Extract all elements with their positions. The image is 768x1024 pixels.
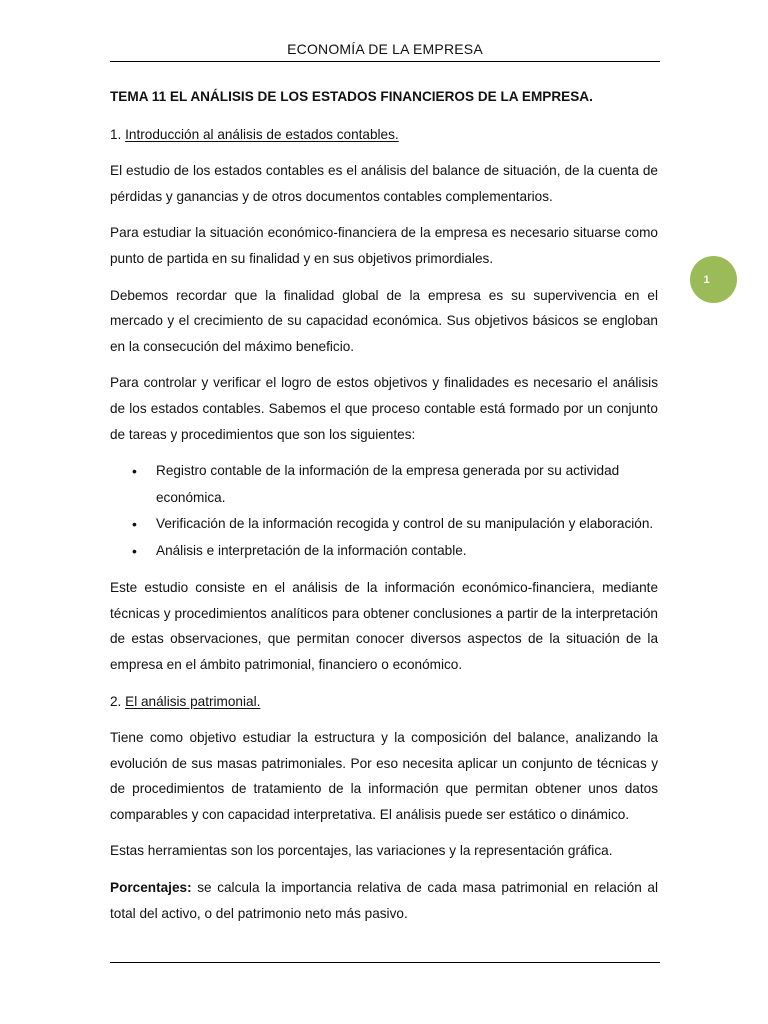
term-label: Porcentajes: (110, 880, 192, 896)
header-rule (110, 61, 660, 62)
list-item: • Registro contable de la información de la empresa generada por su actividad económica. (110, 458, 658, 511)
page-header: ECONOMÍA DE LA EMPRESA (287, 41, 483, 57)
paragraph: Para controlar y verificar el logro de estos objetivos y finalidades es necesario el análisis de los estados contables. Sabemos el que proceso contable está formado por un conjunto de tareas y procedimientos que son los siguientes: (110, 375, 658, 442)
section-number: 2. (110, 693, 126, 709)
paragraph: El estudio de los estados contables es el análisis del balance de situación, de la cuenta de pérdidas y ganancias y de otros documentos contables complementarios. (110, 163, 658, 204)
list-item: • Análisis e interpretación de la información contable. (110, 538, 658, 565)
document-title: TEMA 11 EL ANÁLISIS DE LOS ESTADOS FINANCIEROS DE LA EMPRESA. (110, 89, 593, 104)
section-number: 1. (110, 126, 126, 142)
section-title: El análisis patrimonial. (125, 693, 261, 709)
section-heading-2 (110, 689, 658, 715)
section-heading-1 (110, 122, 658, 148)
page-number-badge: 1 (690, 256, 737, 303)
paragraph: Estas herramientas son los porcentajes, las variaciones y la representación gráfica. (110, 843, 613, 859)
footer-rule (110, 962, 660, 963)
document-body (110, 84, 658, 937)
list-item: • Verificación de la información recogida y control de su manipulación y elaboración. (110, 511, 658, 538)
paragraph: Tiene como objetivo estudiar la estructura y la composición del balance, analizando la evolución de sus masas patrimoniales. Por eso necesita aplicar un conjunto de técnicas y de procedimientos de tratamiento de la información que permitan obtener unos datos comparables y con capacidad interpretativa. El análisis puede ser estático o dinámico. (110, 730, 658, 822)
paragraph: Para estudiar la situación económico-financiera de la empresa es necesario situarse como punto de partida en su finalidad y en sus objetivos primordiales. (110, 225, 658, 266)
paragraph (110, 875, 658, 926)
paragraph: Debemos recordar que la finalidad global de la empresa es su supervivencia en el mercado y el crecimiento de su capacidad económica. Sus objetivos básicos se engloban en la consecución del máximo beneficio. (110, 287, 658, 354)
paragraph: Este estudio consiste en el análisis de la información económico-financiera, mediante técnicas y procedimientos analíticos para obtener conclusiones a partir de la interpretación de estas observaciones, que permitan conocer diversos aspectos de la situación de la empresa en el ámbito patrimonial, financiero o económico. (110, 580, 658, 672)
bullet-list (110, 458, 658, 564)
section-title: Introducción al análisis de estados contables. (125, 126, 399, 142)
term-definition: se calcula la importancia relativa de cada masa patrimonial en relación al total del activo, o del patrimonio neto más pasivo. (110, 880, 658, 921)
